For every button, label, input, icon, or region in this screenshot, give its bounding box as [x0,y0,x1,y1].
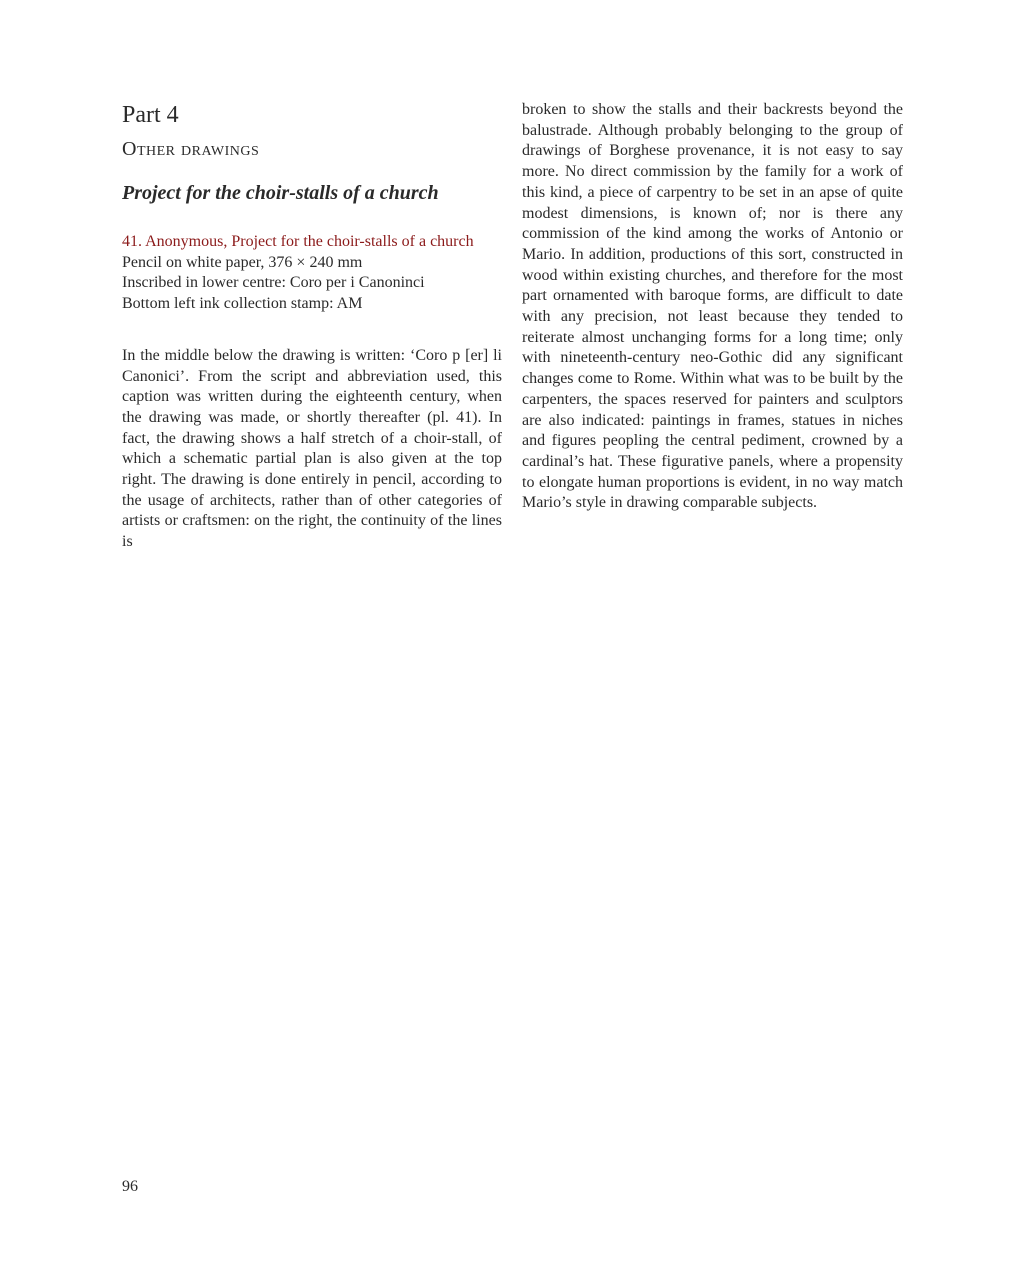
part-title: Part 4 [122,102,179,128]
body-paragraph-left: In the middle below the drawing is written: ‘Coro p [er] li Canonici’. From the script and abbreviation used, this caption was written during the eighteenth century, when the drawing was made, or shortly thereafter (pl. 41). In fact, the drawing shows a half stretch of a choir-stall, of which a schematic partial plan is also given at the top right. The drawing is done entirely in pencil, according to the usage of architects, rather than of other categories of artists or craftsmen: on the right, the continuity of the lines is [122,346,502,551]
right-column [522,100,903,514]
catalogue-medium: Pencil on white paper, 376 × 240 mm [122,253,363,271]
catalogue-stamp: Bottom left ink collection stamp: AM [122,295,363,313]
chapter-subtitle: Project for the choir-stalls of a church [122,182,439,204]
body-paragraph-right: broken to show the stalls and their backrests beyond the balustrade. Although probably belonging to the group of drawings of Borghese provenance, it is not easy to say more. No direct commission by the family for a work of this kind, a piece of carpentry to be set in an apse of quite modest dimensions, is known of; nor is there any commission of the kind among the works of Antonio or Mario. In addition, productions of this sort, constructed in wood within existing churches, and therefore for the most part ornamented with baroque forms, are difficult to date with any precision, not least because they tended to reiterate almost unchanging forms for a long time; only with nineteenth-century neo-Gothic did any significant changes come to Rome. Within what was to be built by the carpenters, the spaces reserved for painters and sculptors are also indicated: paintings in frames, statues in niches and figures peopling the central pediment, crowned by a cardinal’s hat. These figurative panels, where a propensity to elongate human proportions is evident, in no way match Mario’s style in drawing comparable subjects. [522,101,903,512]
catalogue-inscription: Inscribed in lower centre: Coro per i Canoninci [122,274,425,292]
catalogue-heading: 41. Anonymous, Project for the choir-stalls of a church [122,233,474,250]
page-number: 96 [122,1178,138,1195]
left-column [122,100,502,553]
section-title: Other drawings [122,138,260,160]
